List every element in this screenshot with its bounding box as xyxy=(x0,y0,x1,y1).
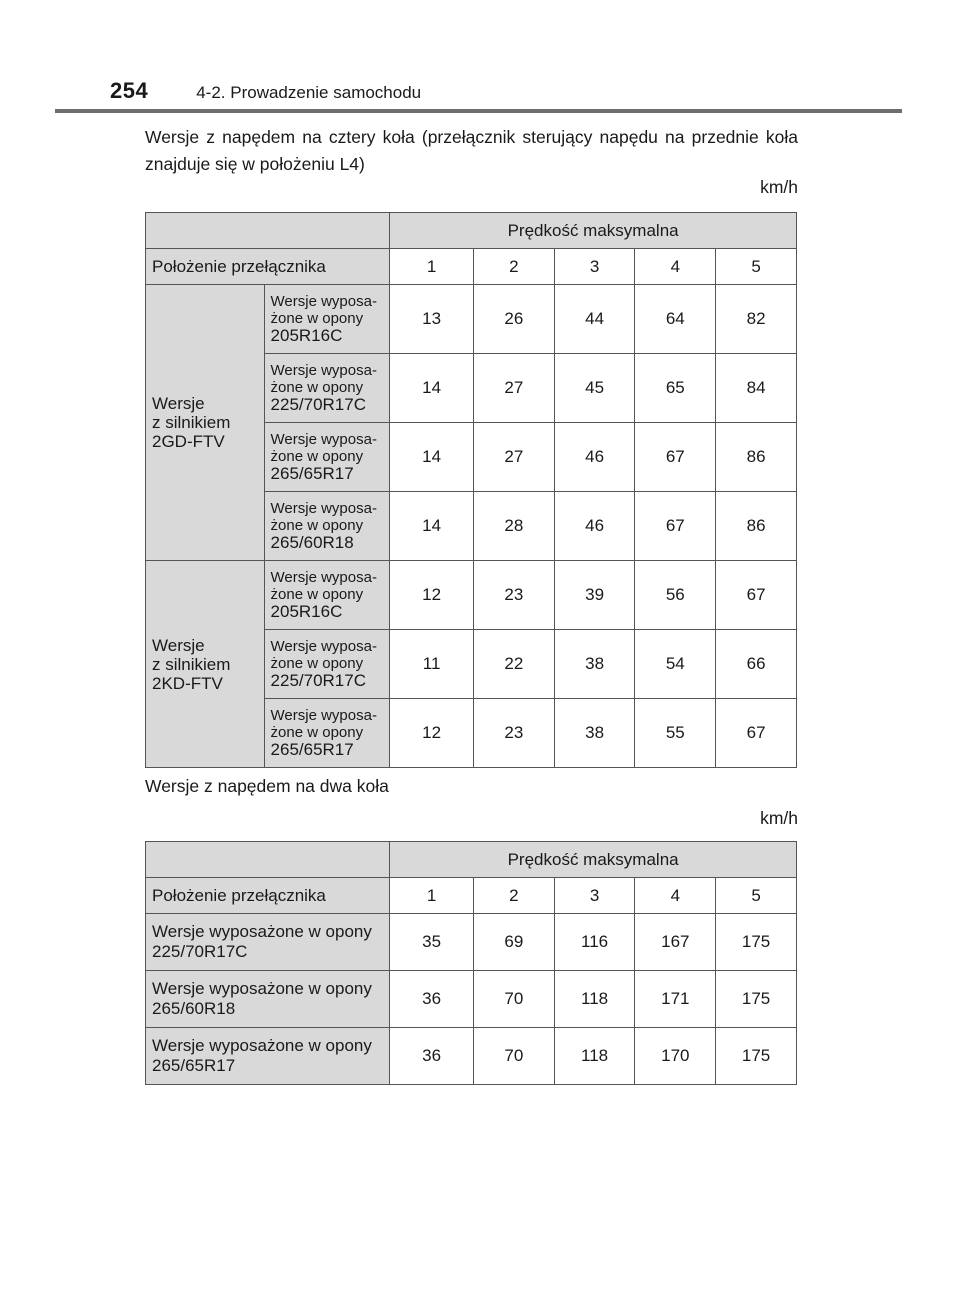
speed-value-cell: 171 xyxy=(635,971,716,1028)
table2-corner xyxy=(146,842,390,878)
unit-label-2: km/h xyxy=(760,808,798,828)
position-cell: 4 xyxy=(635,878,716,914)
table1-positions-row xyxy=(146,249,797,285)
speed-value-cell: 67 xyxy=(635,492,716,561)
tire-version-label xyxy=(264,561,390,630)
cell-line: 265/65R17 xyxy=(270,464,354,483)
cell-line: Wersje wyposa- xyxy=(270,638,377,655)
header-rule xyxy=(55,109,902,113)
tire-version-label xyxy=(264,492,390,561)
unit-label-1: km/h xyxy=(760,177,798,197)
cell-line: 205R16C xyxy=(270,326,343,345)
speed-value-cell: 14 xyxy=(390,492,474,561)
cell-line: żone w opony xyxy=(270,310,364,327)
cell-line: Wersje wyposa- xyxy=(270,569,377,586)
cell-line: 205R16C xyxy=(270,602,343,621)
speed-value-cell: 67 xyxy=(716,699,797,768)
speed-value-cell: 46 xyxy=(554,423,635,492)
cell-line: Wersje wyposa- xyxy=(270,500,377,517)
tire-version-label xyxy=(146,971,390,1028)
speed-value-cell: 44 xyxy=(554,285,635,354)
position-cell: 2 xyxy=(474,249,555,285)
section-title: 4-2. Prowadzenie samochodu xyxy=(196,83,422,102)
speed-table-2wd xyxy=(145,841,797,1085)
cell-line: Wersje wyposa- xyxy=(270,293,377,310)
table1-row-label: Położenie przełącznika xyxy=(146,249,390,285)
speed-value-cell: 82 xyxy=(716,285,797,354)
cell-line: Wersje wyposażone w opony xyxy=(152,979,372,998)
tire-version-label xyxy=(264,285,390,354)
speed-value-cell: 65 xyxy=(635,354,716,423)
speed-value-cell: 64 xyxy=(635,285,716,354)
speed-value-cell: 23 xyxy=(474,699,555,768)
table1-header: Prędkość maksymalna xyxy=(390,213,797,249)
speed-value-cell: 170 xyxy=(635,1028,716,1085)
speed-value-cell: 118 xyxy=(554,971,635,1028)
speed-value-cell: 11 xyxy=(390,630,474,699)
page-number: 254 xyxy=(110,78,149,103)
speed-value-cell: 66 xyxy=(716,630,797,699)
speed-value-cell: 14 xyxy=(390,354,474,423)
table-row xyxy=(146,285,797,354)
speed-value-cell: 175 xyxy=(716,914,797,971)
speed-value-cell: 67 xyxy=(716,561,797,630)
cell-line: 225/70R17C xyxy=(270,671,366,690)
cell-line: żone w opony xyxy=(270,724,364,741)
position-cell: 1 xyxy=(390,249,474,285)
speed-value-cell: 70 xyxy=(474,1028,555,1085)
cell-line: 2GD-FTV xyxy=(152,432,225,451)
engine-group-label xyxy=(146,561,265,768)
speed-value-cell: 69 xyxy=(474,914,555,971)
position-cell: 1 xyxy=(390,878,474,914)
section2-heading: Wersje z napędem na dwa koła xyxy=(145,776,389,796)
cell-line: Wersje wyposa- xyxy=(270,431,377,448)
speed-value-cell: 70 xyxy=(474,971,555,1028)
position-cell: 3 xyxy=(554,249,635,285)
position-cell: 5 xyxy=(716,249,797,285)
speed-value-cell: 28 xyxy=(474,492,555,561)
cell-line: żone w opony xyxy=(270,655,364,672)
speed-value-cell: 175 xyxy=(716,1028,797,1085)
speed-value-cell: 116 xyxy=(554,914,635,971)
speed-value-cell: 39 xyxy=(554,561,635,630)
cell-line: żone w opony xyxy=(270,379,364,396)
speed-value-cell: 12 xyxy=(390,699,474,768)
speed-table-4wd xyxy=(145,212,797,768)
cell-line: Wersje wyposażone w opony xyxy=(152,1036,372,1055)
speed-value-cell: 36 xyxy=(390,1028,474,1085)
page-header xyxy=(110,78,421,104)
cell-line: Wersje xyxy=(152,635,205,655)
speed-value-cell: 38 xyxy=(554,630,635,699)
cell-line: Wersje wyposa- xyxy=(270,362,377,379)
table2-header: Prędkość maksymalna xyxy=(390,842,797,878)
cell-line: Wersje wyposa- xyxy=(270,707,377,724)
cell-line: 225/70R17C xyxy=(270,395,366,414)
cell-line: 2KD-FTV xyxy=(152,673,223,693)
tire-version-label xyxy=(146,1028,390,1085)
cell-line: żone w opony xyxy=(270,586,364,603)
table2-row-label: Położenie przełącznika xyxy=(146,878,390,914)
speed-value-cell: 56 xyxy=(635,561,716,630)
tire-version-label xyxy=(146,914,390,971)
table2-positions-row xyxy=(146,878,797,914)
cell-line: 225/70R17C xyxy=(152,942,248,961)
speed-value-cell: 45 xyxy=(554,354,635,423)
speed-value-cell: 27 xyxy=(474,423,555,492)
table-row xyxy=(146,914,797,971)
cell-line: 265/60R18 xyxy=(152,999,236,1018)
speed-value-cell: 38 xyxy=(554,699,635,768)
cell-line: z silnikiem xyxy=(152,413,231,432)
speed-value-cell: 84 xyxy=(716,354,797,423)
speed-value-cell: 35 xyxy=(390,914,474,971)
speed-value-cell: 86 xyxy=(716,492,797,561)
speed-value-cell: 86 xyxy=(716,423,797,492)
speed-value-cell: 23 xyxy=(474,561,555,630)
cell-line: Wersje xyxy=(152,394,205,413)
speed-value-cell: 54 xyxy=(635,630,716,699)
speed-value-cell: 118 xyxy=(554,1028,635,1085)
table-row xyxy=(146,1028,797,1085)
speed-value-cell: 13 xyxy=(390,285,474,354)
engine-group-label xyxy=(146,285,265,561)
cell-line: żone w opony xyxy=(270,448,364,465)
tire-version-label xyxy=(264,423,390,492)
table1-corner xyxy=(146,213,390,249)
speed-value-cell: 175 xyxy=(716,971,797,1028)
tire-version-label xyxy=(264,699,390,768)
speed-value-cell: 46 xyxy=(554,492,635,561)
cell-line: z silnikiem xyxy=(152,654,231,674)
position-cell: 5 xyxy=(716,878,797,914)
speed-value-cell: 55 xyxy=(635,699,716,768)
speed-value-cell: 27 xyxy=(474,354,555,423)
speed-value-cell: 22 xyxy=(474,630,555,699)
cell-line: żone w opony xyxy=(270,517,364,534)
position-cell: 2 xyxy=(474,878,555,914)
position-cell: 3 xyxy=(554,878,635,914)
speed-value-cell: 26 xyxy=(474,285,555,354)
tire-version-label xyxy=(264,630,390,699)
cell-line: Wersje wyposażone w opony xyxy=(152,922,372,941)
speed-value-cell: 67 xyxy=(635,423,716,492)
cell-line: 265/60R18 xyxy=(270,533,354,552)
speed-value-cell: 14 xyxy=(390,423,474,492)
table-row xyxy=(146,561,797,630)
speed-value-cell: 36 xyxy=(390,971,474,1028)
speed-value-cell: 12 xyxy=(390,561,474,630)
table-row xyxy=(146,971,797,1028)
cell-line: 265/65R17 xyxy=(152,1056,236,1075)
intro-paragraph: Wersje z napędem na cztery koła (przełącznik sterujący napędu na przednie koła znajduje się w położeniu L4) xyxy=(145,127,798,174)
position-cell: 4 xyxy=(635,249,716,285)
speed-value-cell: 167 xyxy=(635,914,716,971)
cell-line: 265/65R17 xyxy=(270,740,354,759)
tire-version-label xyxy=(264,354,390,423)
